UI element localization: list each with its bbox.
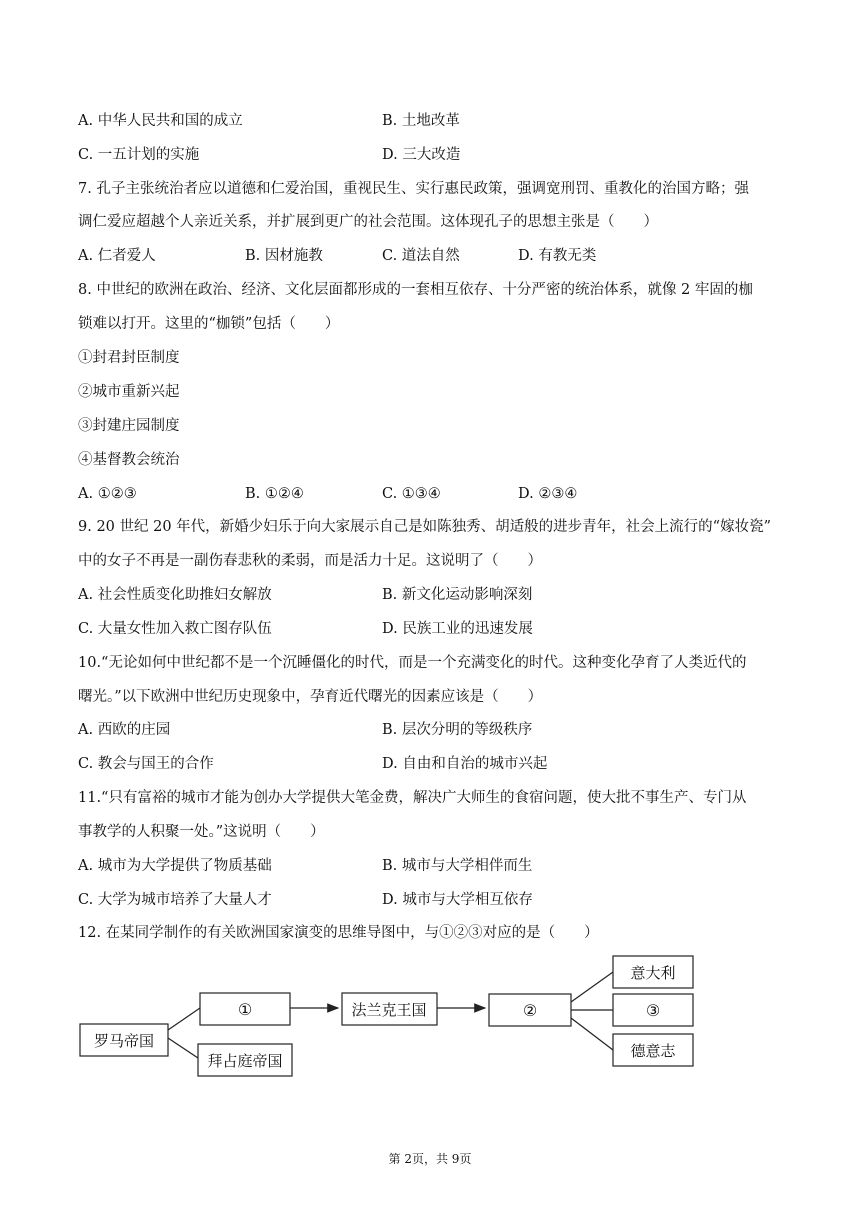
q10-stem-line2: 曙光。”以下欧洲中世纪历史现象中，孕育近代曙光的因素应该是（ ） [78,689,543,705]
q11-option-b: B. 城市与大学相伴而生 [382,858,533,874]
label-blank2: ② [522,1001,538,1020]
label-germany: 德意志 [630,1042,676,1060]
q6-option-b: B. 土地改革 [382,113,460,129]
q8-stem-line1: 8. 中世纪的欧洲在政治、经济、文化层面都形成的一套相互依存、十分严密的统治体系，就像 2 牢固的枷 [78,282,753,298]
q7-stem-line2: 调仁爱应超越个人亲近关系，并扩展到更广的社会范围。这体现孔子的思想主张是（ ） [78,214,658,230]
q8-item-2: ②城市重新兴起 [78,384,180,400]
q6-option-c: C. 一五计划的实施 [78,147,200,163]
q8-option-b: B. ①②④ [245,486,304,502]
connector-blank2-to-italy [571,972,613,1002]
label-blank1: ① [237,1000,253,1019]
q9-stem-line1: 9. 20 世纪 20 年代，新婚少妇乐于向大家展示自己是如陈独秀、胡适般的进步青年，社会上流行的“嫁妆瓷” [78,519,771,535]
q11-option-d: D. 城市与大学相互依存 [382,892,533,908]
q10-option-d: D. 自由和自治的城市兴起 [382,756,548,772]
q7-option-a: A. 仁者爱人 [78,248,156,264]
connector-blank2-to-germany [571,1018,613,1050]
q8-item-1: ①封君封臣制度 [78,350,180,366]
q8-stem-line2: 锁难以打开。这里的“枷锁”包括（ ） [78,316,340,332]
q9-option-d: D. 民族工业的迅速发展 [382,621,533,637]
q8-item-3: ③封建庄园制度 [78,418,180,434]
q7-stem-line1: 7. 孔子主张统治者应以道德和仁爱治国，重视民生、实行惠民政策，强调宽刑罚、重教化的治国方略；强 [78,181,749,197]
q10-option-a: A. 西欧的庄园 [78,722,171,738]
q8-option-a: A. ①②③ [78,486,137,502]
q12-mind-map-diagram [0,950,860,1090]
label-italy: 意大利 [630,964,676,982]
q7-option-b: B. 因材施教 [245,248,323,264]
q11-stem-line2: 事教学的人积聚一处。”这说明（ ） [78,824,325,840]
q11-option-a: A. 城市为大学提供了物质基础 [78,858,272,874]
q9-option-a: A. 社会性质变化助推妇女解放 [78,587,272,603]
q9-stem-line2: 中的女子不再是一副伤春悲秋的柔弱，而是活力十足。这说明了（ ） [78,553,542,569]
page-footer: 第 2页，共 9页 [388,1152,472,1166]
label-roman-empire: 罗马帝国 [93,1032,155,1050]
q10-stem-line1: 10.“无论如何中世纪都不是一个沉睡僵化的时代，而是一个充满变化的时代。这种变化孕育了人类近代的 [78,655,747,671]
label-blank3: ③ [645,1001,661,1020]
q6-option-a: A. 中华人民共和国的成立 [78,113,243,129]
connector-roman-to-blank1 [168,1008,200,1030]
q9-option-b: B. 新文化运动影响深刻 [382,587,533,603]
q8-option-d: D. ②③④ [518,486,578,502]
label-byzantine: 拜占庭帝国 [207,1052,283,1070]
q8-option-c: C. ①③④ [382,486,441,502]
q12-stem: 12. 在某同学制作的有关欧洲国家演变的思维导图中，与①②③对应的是（ ） [78,925,599,941]
q6-option-d: D. 三大改造 [382,147,461,163]
q7-option-c: C. 道法自然 [382,248,460,264]
q11-stem-line1: 11.“只有富裕的城市才能为创办大学提供大笔金费，解决广大师生的食宿问题，使大批不事生产、专门从 [78,790,747,806]
label-frankish: 法兰克王国 [351,1001,427,1019]
q9-option-c: C. 大量女性加入救亡图存队伍 [78,621,272,637]
q10-option-b: B. 层次分明的等级秩序 [382,722,533,738]
connector-roman-to-byzantine [168,1038,198,1058]
q10-option-c: C. 教会与国王的合作 [78,756,214,772]
q7-option-d: D. 有教无类 [518,248,597,264]
q8-item-4: ④基督教会统治 [78,452,180,468]
q11-option-c: C. 大学为城市培养了大量人才 [78,892,272,908]
